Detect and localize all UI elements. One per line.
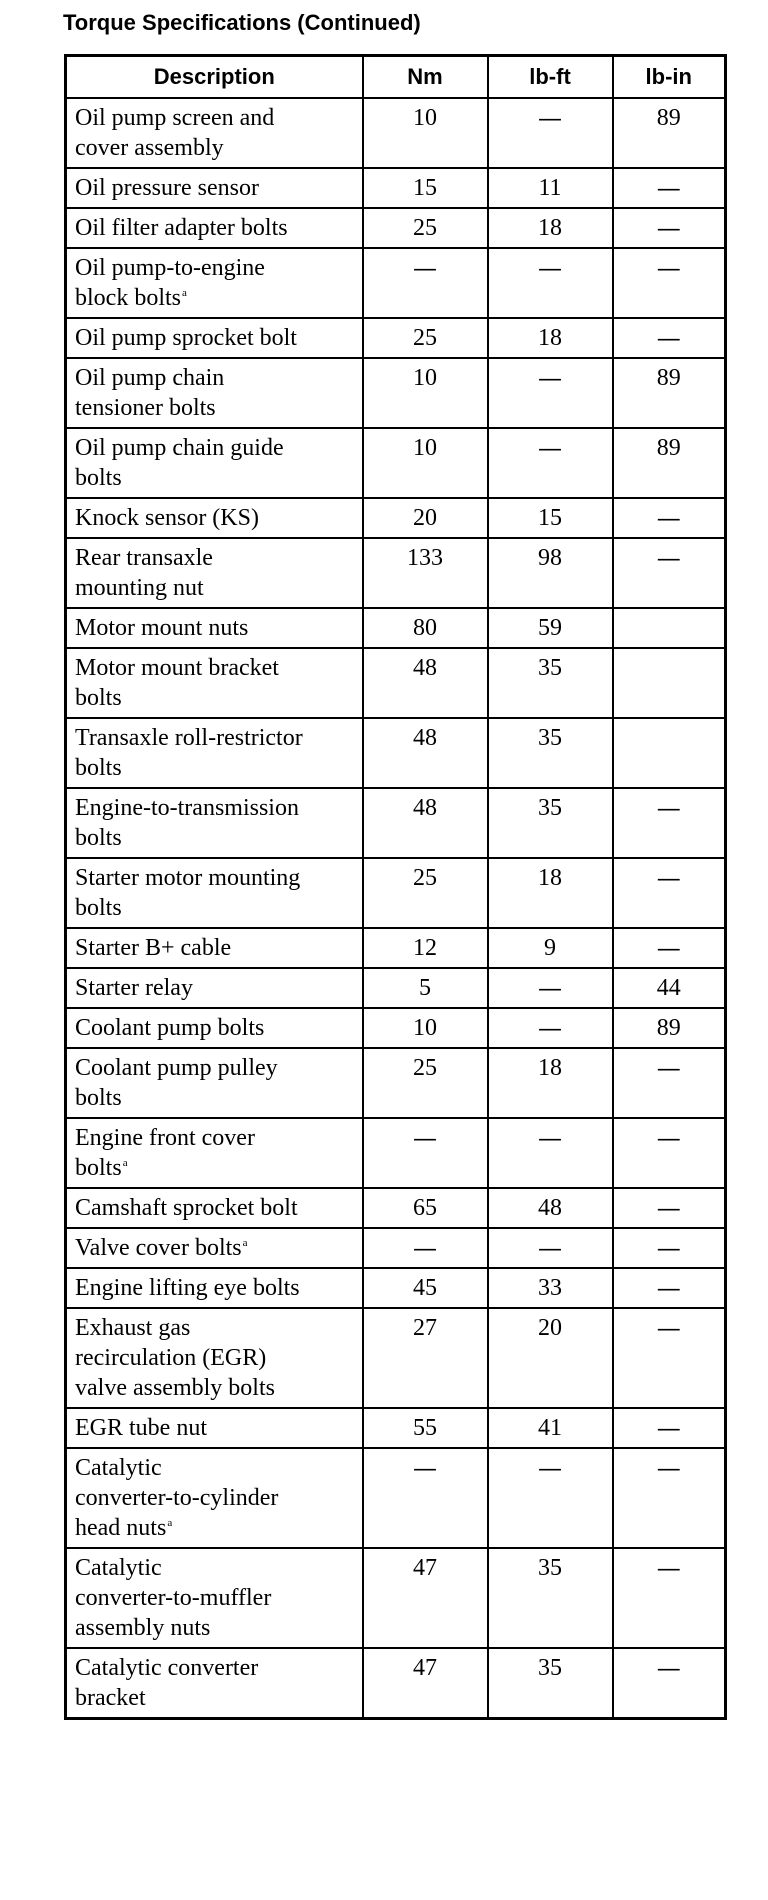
cell-nm: 25: [363, 1048, 488, 1118]
description-line: mounting nut: [75, 575, 204, 601]
table-row: [66, 858, 726, 928]
description-line: recirculation (EGR): [75, 1345, 267, 1371]
description-line: Oil pump-to-engine: [75, 255, 265, 281]
cell-lbft: 48: [488, 1188, 613, 1228]
description-line: tensioner bolts: [75, 395, 216, 421]
description-line: Transaxle roll-restrictor: [75, 725, 303, 751]
cell-lbin: 89: [613, 1008, 726, 1048]
cell-nm: 48: [363, 718, 488, 788]
description-line: cover assembly: [75, 135, 224, 161]
description-line: bolts: [75, 895, 122, 921]
table-row: [66, 1308, 726, 1408]
cell-description: [66, 98, 363, 168]
table-row: [66, 1008, 726, 1048]
cell-description: [66, 318, 363, 358]
description-line: Starter motor mounting: [75, 865, 301, 891]
table-body: [66, 98, 726, 1719]
cell-lbft: —: [488, 1228, 613, 1268]
cell-lbin: —: [613, 1118, 726, 1188]
table-row: [66, 318, 726, 358]
description-line: Oil pump chain guide: [75, 435, 284, 461]
table-row: [66, 1228, 726, 1268]
cell-nm: 45: [363, 1268, 488, 1308]
cell-lbin: —: [613, 928, 726, 968]
description-line: Coolant pump bolts: [75, 1015, 265, 1041]
description-line: Starter relay: [75, 975, 193, 1001]
cell-lbin: 89: [613, 98, 726, 168]
table-row: [66, 1648, 726, 1719]
table-row: [66, 208, 726, 248]
cell-description: [66, 498, 363, 538]
cell-description: [66, 248, 363, 318]
table-row: [66, 428, 726, 498]
cell-nm: —: [363, 1118, 488, 1188]
cell-nm: 20: [363, 498, 488, 538]
description-line: Camshaft sprocket bolt: [75, 1195, 298, 1221]
description-line: Exhaust gas: [75, 1315, 191, 1341]
cell-nm: 55: [363, 1408, 488, 1448]
cell-nm: 47: [363, 1548, 488, 1648]
description-line: head nuts: [75, 1515, 167, 1541]
cell-description: [66, 1648, 363, 1719]
table-row: [66, 1118, 726, 1188]
cell-description: [66, 928, 363, 968]
cell-lbin: 89: [613, 428, 726, 498]
cell-lbin: —: [613, 788, 726, 858]
cell-lbft: 18: [488, 1048, 613, 1118]
cell-lbin: —: [613, 498, 726, 538]
cell-description: [66, 1228, 363, 1268]
description-line: converter-to-cylinder: [75, 1485, 279, 1511]
description-line: bolts: [75, 1155, 122, 1181]
cell-nm: 5: [363, 968, 488, 1008]
cell-description: [66, 968, 363, 1008]
description-line: assembly nuts: [75, 1615, 211, 1641]
cell-description: [66, 1118, 363, 1188]
footnote-marker: a: [242, 1237, 248, 1249]
column-header-lbft: lb-ft: [488, 56, 613, 99]
column-header-lbin: lb-in: [613, 56, 726, 99]
cell-lbin: 89: [613, 358, 726, 428]
cell-nm: —: [363, 248, 488, 318]
cell-nm: 48: [363, 648, 488, 718]
cell-description: [66, 1548, 363, 1648]
cell-nm: 25: [363, 858, 488, 928]
cell-lbin: —: [613, 1548, 726, 1648]
cell-lbft: 18: [488, 858, 613, 928]
cell-nm: 10: [363, 428, 488, 498]
cell-lbft: 15: [488, 498, 613, 538]
cell-nm: 133: [363, 538, 488, 608]
description-line: Engine lifting eye bolts: [75, 1275, 300, 1301]
cell-lbin: —: [613, 1228, 726, 1268]
description-line: Rear transaxle: [75, 545, 213, 571]
cell-lbft: 35: [488, 1548, 613, 1648]
description-line: bolts: [75, 1085, 122, 1111]
description-line: Oil pump screen and: [75, 105, 275, 131]
cell-description: [66, 1308, 363, 1408]
cell-nm: 10: [363, 358, 488, 428]
cell-lbft: 9: [488, 928, 613, 968]
cell-description: [66, 1448, 363, 1548]
column-header-description: Description: [66, 56, 363, 99]
description-line: Oil pump sprocket bolt: [75, 325, 297, 351]
description-line: Catalytic: [75, 1455, 162, 1481]
cell-lbin: —: [613, 858, 726, 928]
cell-lbin: —: [613, 208, 726, 248]
cell-lbft: 41: [488, 1408, 613, 1448]
cell-description: [66, 1188, 363, 1228]
cell-description: [66, 1408, 363, 1448]
cell-lbft: 59: [488, 608, 613, 648]
cell-nm: 65: [363, 1188, 488, 1228]
cell-lbft: 18: [488, 208, 613, 248]
page-title: Torque Specifications (Continued): [63, 10, 421, 35]
description-line: bolts: [75, 755, 122, 781]
cell-description: [66, 538, 363, 608]
description-line: Engine front cover: [75, 1125, 255, 1151]
cell-lbin: —: [613, 538, 726, 608]
description-line: Knock sensor (KS): [75, 505, 259, 531]
cell-nm: 12: [363, 928, 488, 968]
cell-lbft: —: [488, 1118, 613, 1188]
cell-description: [66, 428, 363, 498]
description-line: bolts: [75, 685, 122, 711]
torque-spec-table: [64, 54, 727, 1720]
cell-lbin: [613, 718, 726, 788]
description-line: Catalytic converter: [75, 1655, 259, 1681]
cell-nm: —: [363, 1448, 488, 1548]
description-line: EGR tube nut: [75, 1415, 207, 1441]
cell-lbft: 18: [488, 318, 613, 358]
cell-lbin: —: [613, 1048, 726, 1118]
table-row: [66, 538, 726, 608]
cell-nm: 25: [363, 318, 488, 358]
footnote-marker: a: [167, 1517, 173, 1529]
description-line: converter-to-muffler: [75, 1585, 272, 1611]
cell-lbft: 35: [488, 788, 613, 858]
cell-lbin: —: [613, 1188, 726, 1228]
cell-description: [66, 1268, 363, 1308]
cell-lbft: —: [488, 248, 613, 318]
cell-lbin: [613, 608, 726, 648]
cell-description: [66, 358, 363, 428]
cell-lbft: 35: [488, 718, 613, 788]
cell-nm: 25: [363, 208, 488, 248]
table-row: [66, 248, 726, 318]
cell-lbft: 33: [488, 1268, 613, 1308]
cell-lbin: —: [613, 1648, 726, 1719]
cell-lbft: 11: [488, 168, 613, 208]
cell-lbft: —: [488, 428, 613, 498]
description-line: Valve cover bolts: [75, 1235, 242, 1261]
cell-lbft: 98: [488, 538, 613, 608]
description-line: Oil pump chain: [75, 365, 225, 391]
cell-description: [66, 1008, 363, 1048]
cell-lbin: —: [613, 248, 726, 318]
table-row: [66, 98, 726, 168]
cell-lbft: —: [488, 358, 613, 428]
cell-lbin: —: [613, 1448, 726, 1548]
cell-description: [66, 718, 363, 788]
description-line: block bolts: [75, 285, 181, 311]
cell-description: [66, 1048, 363, 1118]
table-row: [66, 1188, 726, 1228]
description-line: Coolant pump pulley: [75, 1055, 278, 1081]
description-line: valve assembly bolts: [75, 1375, 275, 1401]
table-row: [66, 928, 726, 968]
cell-nm: 10: [363, 1008, 488, 1048]
description-line: Motor mount nuts: [75, 615, 249, 641]
table-row: [66, 788, 726, 858]
cell-nm: 27: [363, 1308, 488, 1408]
table-header: [66, 56, 726, 99]
cell-lbin: —: [613, 1268, 726, 1308]
cell-lbin: —: [613, 1308, 726, 1408]
description-line: Catalytic: [75, 1555, 162, 1581]
cell-nm: —: [363, 1228, 488, 1268]
description-line: Oil pressure sensor: [75, 175, 259, 201]
cell-lbft: 35: [488, 1648, 613, 1719]
cell-description: [66, 168, 363, 208]
cell-lbin: 44: [613, 968, 726, 1008]
cell-nm: 15: [363, 168, 488, 208]
table-row: [66, 1448, 726, 1548]
footnote-marker: a: [122, 1157, 128, 1169]
cell-lbin: —: [613, 168, 726, 208]
cell-nm: 47: [363, 1648, 488, 1719]
cell-lbft: —: [488, 1448, 613, 1548]
cell-nm: 10: [363, 98, 488, 168]
column-header-nm: Nm: [363, 56, 488, 99]
table-row: [66, 168, 726, 208]
cell-description: [66, 208, 363, 248]
cell-lbft: —: [488, 1008, 613, 1048]
cell-nm: 80: [363, 608, 488, 648]
description-line: Starter B+ cable: [75, 935, 232, 961]
description-line: Oil filter adapter bolts: [75, 215, 288, 241]
footnote-marker: a: [182, 287, 187, 299]
cell-lbin: [613, 648, 726, 718]
table-row: [66, 718, 726, 788]
table-row: [66, 1048, 726, 1118]
table-row: [66, 1268, 726, 1308]
table-row: [66, 608, 726, 648]
cell-nm: 48: [363, 788, 488, 858]
description-line: bolts: [75, 465, 122, 491]
cell-lbft: 35: [488, 648, 613, 718]
description-line: bolts: [75, 825, 122, 851]
table-row: [66, 648, 726, 718]
cell-description: [66, 788, 363, 858]
header-row: [66, 56, 726, 99]
table-row: [66, 1548, 726, 1648]
table-row: [66, 968, 726, 1008]
cell-description: [66, 608, 363, 648]
cell-description: [66, 648, 363, 718]
cell-lbft: 20: [488, 1308, 613, 1408]
cell-description: [66, 858, 363, 928]
description-line: Motor mount bracket: [75, 655, 279, 681]
cell-lbin: —: [613, 318, 726, 358]
table-row: [66, 498, 726, 538]
table-row: [66, 1408, 726, 1448]
cell-lbft: —: [488, 968, 613, 1008]
cell-lbin: —: [613, 1408, 726, 1448]
cell-lbft: —: [488, 98, 613, 168]
table-row: [66, 358, 726, 428]
description-line: bracket: [75, 1685, 146, 1711]
description-line: Engine-to-transmission: [75, 795, 299, 821]
